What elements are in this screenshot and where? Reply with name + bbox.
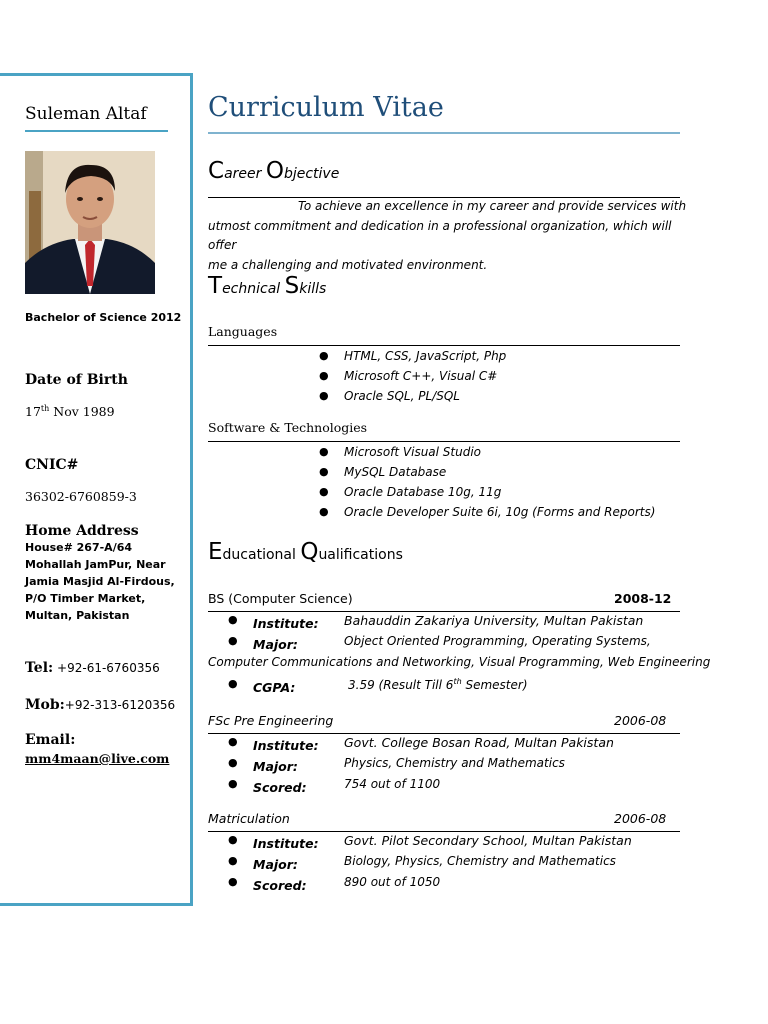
mob-value: +92-313-6120356 bbox=[64, 698, 176, 712]
detail-value: Govt. College Bosan Road, Multan Pakistan bbox=[344, 735, 614, 750]
candidate-name: Suleman Altaf bbox=[25, 104, 147, 124]
objective-text bbox=[208, 197, 688, 275]
list-item-text: Microsoft Visual Studio bbox=[344, 445, 482, 459]
heading-initial: O bbox=[265, 158, 284, 184]
objective-heading bbox=[208, 158, 339, 184]
dob-label: Date of Birth bbox=[25, 372, 128, 388]
address-line: Multan, Pakistan bbox=[25, 609, 130, 622]
detail-label: Institute: bbox=[253, 616, 319, 631]
detail-row bbox=[228, 756, 683, 777]
list-item-text: Oracle Database 10g, 11g bbox=[344, 485, 502, 499]
dob-day: 17 bbox=[25, 404, 41, 420]
heading-text: areer bbox=[224, 166, 266, 182]
dob-month-year: Nov 1989 bbox=[49, 404, 115, 420]
matric-title: Matriculation bbox=[208, 811, 290, 826]
list-item-text: Oracle Developer Suite 6i, 10g (Forms and Reports) bbox=[344, 505, 656, 519]
objective-line: me a challenging and motivated environment. bbox=[208, 257, 488, 272]
dob-suffix: th bbox=[40, 404, 50, 413]
heading-text: bjective bbox=[283, 166, 340, 182]
list-item-text: Microsoft C++, Visual C# bbox=[344, 369, 498, 383]
cnic-label: CNIC# bbox=[25, 457, 79, 473]
software-label: Software & Technologies bbox=[208, 420, 368, 435]
bs-title: BS (Computer Science) bbox=[208, 591, 353, 606]
address-block bbox=[25, 539, 175, 624]
matric-year: 2006-08 bbox=[614, 811, 667, 826]
bullet-icon: ● bbox=[319, 369, 329, 382]
detail-value: Object Oriented Programming, Operating Systems, bbox=[344, 634, 651, 648]
detail-value: Biology, Physics, Chemistry and Mathematics bbox=[344, 854, 616, 868]
list-item-text: HTML, CSS, JavaScript, Php bbox=[344, 349, 507, 363]
bullet-icon: ● bbox=[228, 634, 238, 647]
fsc-title: FSc Pre Engineering bbox=[208, 713, 334, 728]
detail-label: Institute: bbox=[253, 836, 319, 851]
cnic-value: 36302-6760859-3 bbox=[25, 489, 137, 504]
objective-line: To achieve an excellence in my career and provide services with bbox=[298, 199, 687, 213]
skills-heading bbox=[208, 273, 326, 299]
bs-year: 2008-12 bbox=[614, 591, 672, 606]
section-rule bbox=[208, 831, 680, 832]
detail-label: Major: bbox=[253, 637, 298, 652]
address-line: Jamia Masjid Al-Firdous, bbox=[25, 575, 175, 588]
matric-details bbox=[228, 833, 683, 896]
detail-label: Institute: bbox=[253, 738, 319, 753]
detail-value bbox=[348, 677, 528, 692]
detail-row bbox=[228, 634, 683, 655]
heading-text: ducational bbox=[222, 547, 301, 563]
detail-row bbox=[228, 875, 683, 896]
fsc-year: 2006-08 bbox=[614, 713, 667, 728]
mob-label: Mob: bbox=[25, 697, 65, 713]
detail-label: Scored: bbox=[253, 780, 307, 795]
detail-label: CGPA: bbox=[253, 680, 296, 695]
bullet-icon: ● bbox=[228, 756, 238, 769]
list-item bbox=[319, 462, 655, 482]
dob-value bbox=[25, 404, 115, 419]
detail-row bbox=[228, 735, 683, 756]
title-divider bbox=[208, 132, 680, 134]
list-item bbox=[319, 482, 655, 502]
tel-row bbox=[25, 660, 160, 676]
bullet-icon: ● bbox=[319, 505, 329, 518]
languages-list bbox=[319, 346, 507, 406]
address-label: Home Address bbox=[25, 523, 139, 539]
section-rule bbox=[208, 611, 680, 612]
email-link[interactable]: mm4maan@live.com bbox=[25, 751, 170, 766]
tel-value: +92-61-6760356 bbox=[53, 661, 160, 675]
degree-caption: Bachelor of Science 2012 bbox=[25, 311, 182, 324]
bullet-icon: ● bbox=[228, 777, 238, 790]
bullet-icon: ● bbox=[228, 735, 238, 748]
detail-row bbox=[228, 677, 683, 698]
detail-row bbox=[228, 854, 683, 875]
heading-text: kills bbox=[299, 281, 327, 297]
email-label: Email: bbox=[25, 732, 76, 748]
list-item-text: MySQL Database bbox=[344, 465, 447, 479]
mob-row bbox=[25, 697, 175, 713]
address-line: P/O Timber Market, bbox=[25, 592, 146, 605]
list-item bbox=[319, 386, 506, 406]
languages-label: Languages bbox=[208, 324, 278, 339]
heading-initial: C bbox=[208, 158, 225, 184]
bullet-icon: ● bbox=[319, 349, 329, 362]
software-list bbox=[319, 442, 656, 522]
bs-major-continued: Computer Communications and Networking, Visual Programming, Web Engineering bbox=[208, 655, 711, 669]
bullet-icon: ● bbox=[319, 465, 329, 478]
bullet-icon: ● bbox=[228, 875, 238, 888]
detail-row bbox=[228, 777, 683, 798]
detail-label: Major: bbox=[253, 759, 298, 774]
detail-label: Major: bbox=[253, 857, 298, 872]
name-divider bbox=[25, 130, 168, 132]
bullet-icon: ● bbox=[319, 445, 329, 458]
fsc-details bbox=[228, 735, 683, 798]
heading-text: echnical bbox=[222, 281, 285, 297]
tel-label: Tel: bbox=[25, 660, 54, 676]
bullet-icon: ● bbox=[319, 389, 329, 402]
bullet-icon: ● bbox=[228, 833, 238, 846]
detail-value: 890 out of 1050 bbox=[344, 875, 441, 889]
heading-text: ualifications bbox=[318, 547, 403, 563]
detail-value: Govt. Pilot Secondary School, Multan Pakistan bbox=[344, 833, 632, 848]
bullet-icon: ● bbox=[228, 854, 238, 867]
detail-value: Physics, Chemistry and Mathematics bbox=[344, 756, 565, 770]
page-title: Curriculum Vitae bbox=[208, 92, 444, 123]
section-rule bbox=[208, 733, 680, 734]
heading-initial: S bbox=[284, 273, 300, 299]
heading-initial: T bbox=[208, 273, 223, 299]
detail-row bbox=[228, 833, 683, 854]
list-item bbox=[319, 502, 656, 522]
detail-row bbox=[228, 613, 683, 634]
objective-line: utmost commitment and dedication in a professional organization, which will offer bbox=[208, 218, 672, 252]
bullet-icon: ● bbox=[228, 613, 238, 626]
list-item-text: Oracle SQL, PL/SQL bbox=[344, 389, 460, 403]
heading-initial: E bbox=[208, 539, 223, 565]
bs-cgpa bbox=[228, 677, 683, 698]
detail-label: Scored: bbox=[253, 878, 307, 893]
bs-details bbox=[228, 613, 683, 655]
address-line: Mohallah JamPur, Near bbox=[25, 558, 166, 571]
address-line: House# 267-A/64 bbox=[25, 541, 133, 554]
heading-initial: Q bbox=[300, 539, 319, 565]
cgpa-end: Semester) bbox=[461, 678, 528, 692]
list-item bbox=[319, 442, 655, 462]
list-item bbox=[319, 366, 506, 386]
bullet-icon: ● bbox=[319, 485, 329, 498]
bullet-icon: ● bbox=[228, 677, 238, 690]
cgpa-sup: th bbox=[453, 677, 462, 686]
profile-photo bbox=[25, 151, 155, 294]
education-heading bbox=[208, 539, 403, 565]
detail-value: Bahauddin Zakariya University, Multan Pakistan bbox=[344, 613, 644, 628]
cgpa-value: 3.59 (Result Till 6 bbox=[348, 678, 454, 692]
list-item bbox=[319, 346, 507, 366]
detail-value: 754 out of 1100 bbox=[344, 777, 441, 791]
